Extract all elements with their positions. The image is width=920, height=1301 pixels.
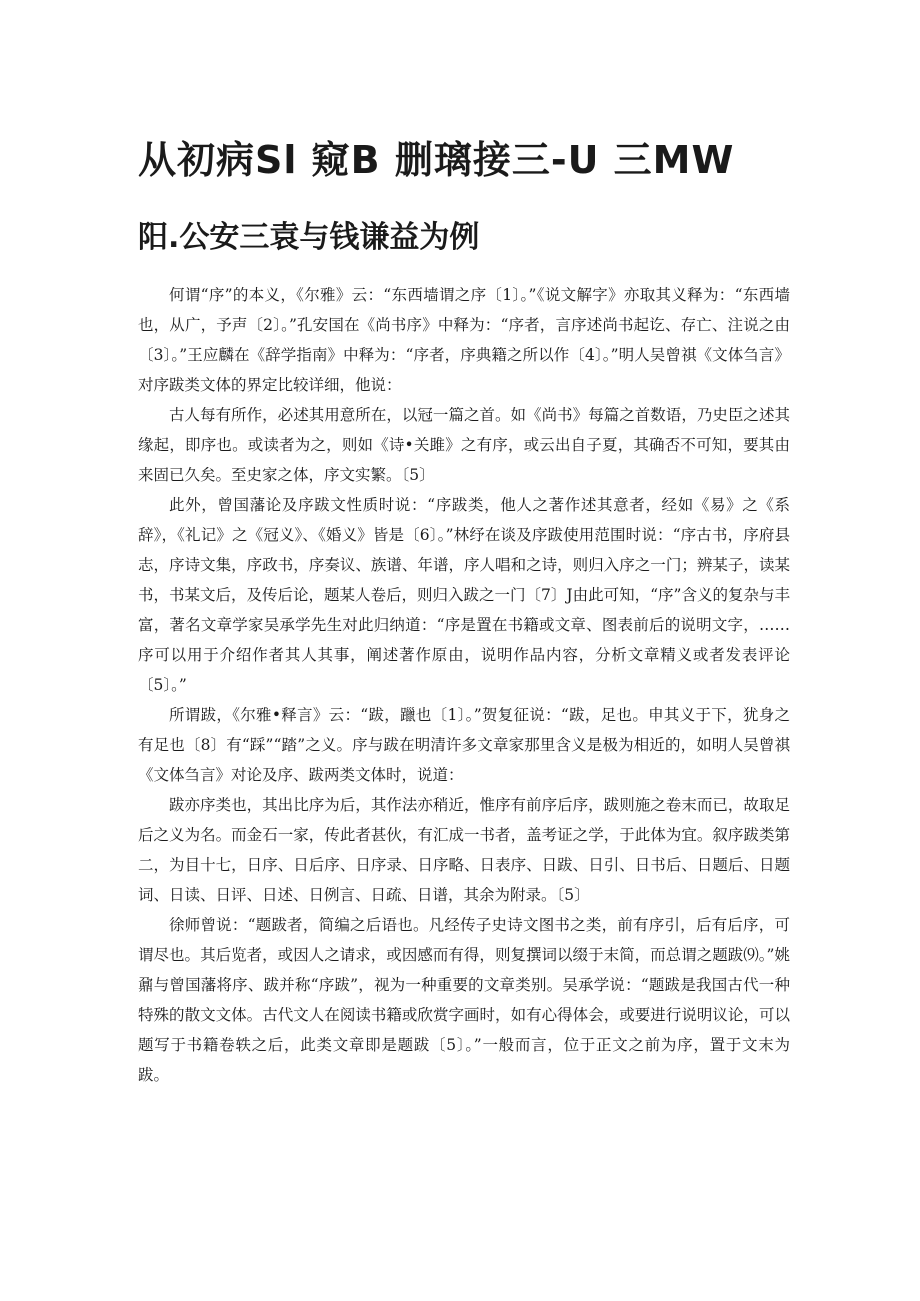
- paragraph: 所谓跋，《尔雅•释言》云：“跋，躐也〔1〕。”贺复征说：“跋，足也。申其义于下，犹身之有足也〔8〕有“踩”“踏”之义。序与跋在明清许多文章家那里含义是极为相近的，如明人吴曾祺《文体刍言》对论及序、跋两类文体时，说道：: [138, 706, 790, 784]
- paragraph: 徐师曾说：“题跋者，简编之后语也。凡经传子史诗文图书之类，前有序引，后有后序，可谓尽也。其后览者，或因人之请求，或因感而有得，则复撰词以缀于末简，而总谓之题跋⑼。”姚鼐与曾国藩将序、跋并称“序跋”，视为一种重要的文章类别。吴承学说：“题跋是我国古代一种特殊的散文文体。古代文人在阅读书籍或欣赏字画时，如有心得体会，或要进行说明议论，可以题写于书籍卷轶之后，此类文章即是题跋〔5〕。”一般而言，位于正文之前为序，置于文末为跋。: [138, 916, 790, 1084]
- quote-paragraph: 跋亦序类也，其出比序为后，其作法亦稍近，惟序有前序后序，跋则施之卷末而已，故取足后之义为名。而金石一家，传此者甚伙，有汇成一书者，盖考证之学，于此体为宜。叙序跋类第二，为目十七，日序、日后序、日序录、日序略、日表序、日跋、日引、日书后、日题后、日题词、日读、日评、日述、日例言、日疏、日谱，其余为附录。〔5〕: [138, 796, 790, 904]
- paragraph: 此外，曾国藩论及序跋文性质时说：“序跋类，他人之著作述其意者，经如《易》之《系辞》，《礼记》之《冠义》、《婚义》皆是〔6〕。”林纾在谈及序跋使用范围时说：“序古书，序府县志，序诗文集，序政书，序奏议、族谱、年谱，序人唱和之诗，则归入序之一门；辨某子，读某书，书某文后，及传后论，题某人卷后，则归入跋之一门〔7〕J由此可知，“序”含义的复杂与丰富，著名文章学家吴承学先生对此归纳道：“序是置在书籍或文章、图表前后的说明文字，……序可以用于介绍作者其人其事，阐述著作原由，说明作品内容，分析文章精义或者发表评论〔5〕。”: [138, 496, 790, 694]
- quote-paragraph: 古人每有所作，必述其用意所在，以冠一篇之首。如《尚书》每篇之首数语，乃史臣之述其缘起，即序也。或读者为之，则如《诗•关雎》之有序，或云出自子夏，其确否不可知，要其由来固已久矣。至史家之体，序文实繁。〔5〕: [138, 406, 790, 484]
- document-title: 从初病Sl 窥B 删璃接三-U 三MW: [138, 138, 735, 182]
- document-subtitle: 阳.公安三袁与钱谦益为例: [138, 220, 480, 255]
- document-body: [138, 280, 790, 1090]
- paragraph: 何谓“序”的本义，《尔雅》云：“东西墙谓之序〔1〕。”《说文解字》亦取其义释为：“东西墙也，从广，予声〔2〕。”孔安国在《尚书序》中释为：“序者，言序述尚书起讫、存亡、注说之由〔3〕。”王应麟在《辞学指南》中释为：“序者，序典籍之所以作〔4〕。”明人吴曾祺《文体刍言》对序跋类文体的界定比较详细，他说：: [138, 286, 790, 394]
